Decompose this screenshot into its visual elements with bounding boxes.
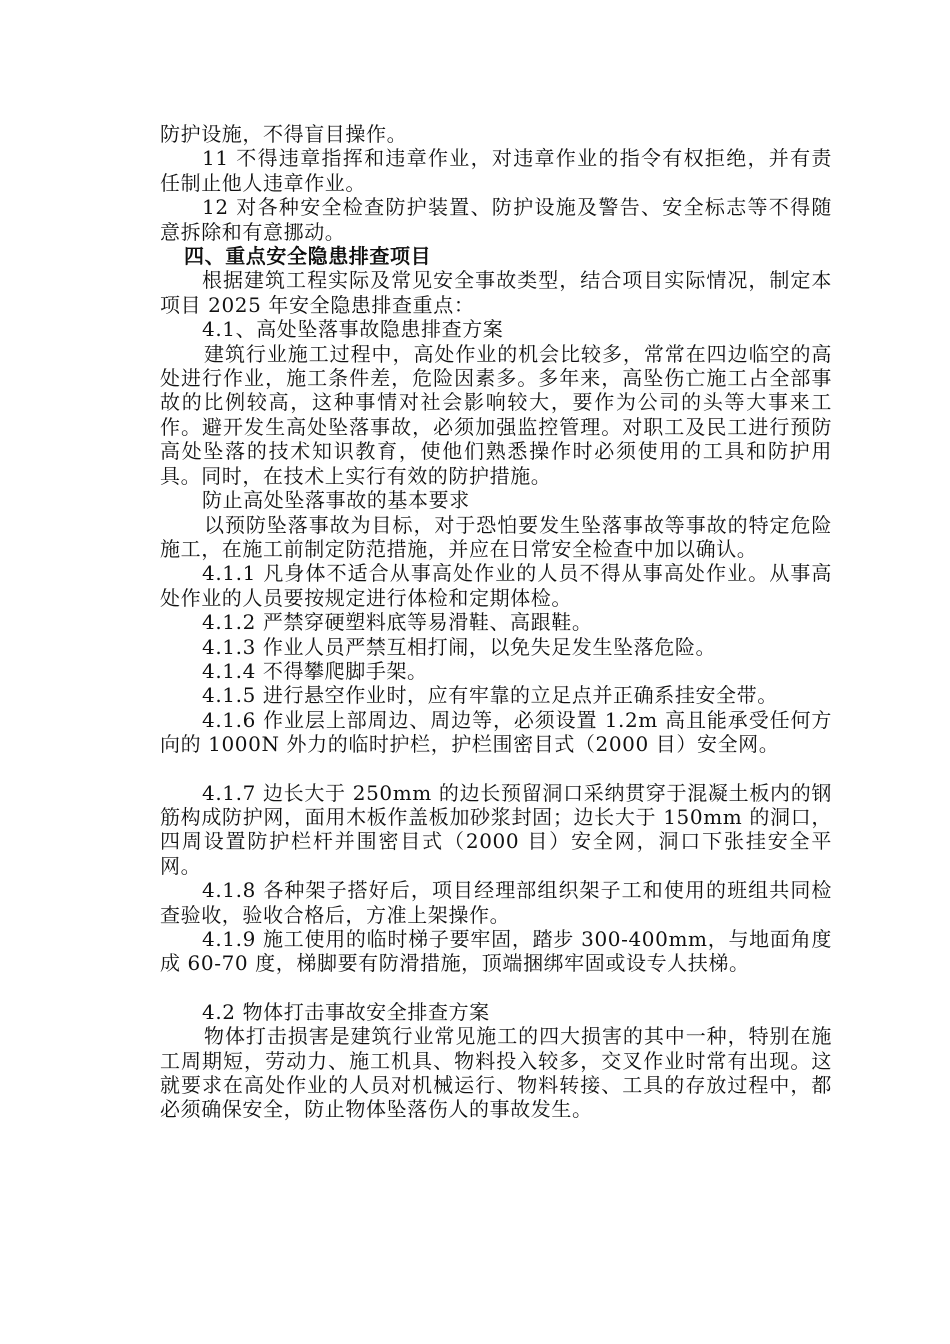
paragraph: 以预防坠落事故为目标，对于恐怕要发生坠落事故等事故的特定危险施工，在施工前制定防范措施，并应在日常安全检查中加以确认。 [160,512,832,561]
paragraph: 物体打击损害是建筑行业常见施工的四大损害的其中一种，特别在施工周期短，劳动力、施工机具、物料投入较多，交叉作业时常有出现。这就要求在高处作业的人员对机械运行、物料转接、工具的存放过程中，都必须确保安全，防止物体坠落伤人的事故发生。 [160,1024,832,1122]
subsection-title: 4.1、高处坠落事故隐患排查方案 [202,317,504,342]
spacer [160,757,832,781]
document-page [160,122,832,1122]
subsection-title: 4.2 物体打击事故安全排查方案 [202,999,490,1024]
paragraph: 12 对各种安全检查防护装置、防护设施及警告、安全标志等不得随意拆除和有意挪动。 [160,195,832,244]
list-item: 4.1.9 施工使用的临时梯子要牢固，踏步 300-400mm，与地面角度成 60-70 度，梯脚要有防滑措施，顶端捆绑牢固或设专人扶梯。 [160,927,832,976]
list-item: 4.1.8 各种架子搭好后，项目经理部组织架子工和使用的班组共同检查验收，验收合格后，方准上架操作。 [160,878,832,927]
list-item: 4.1.6 作业层上部周边、周边等，必须设置 1.2m 高且能承受任何方向的 1000N 外力的临时护栏，护栏围密目式（2000 目）安全网。 [160,707,832,757]
list-item: 4.1.7 边长大于 250mm 的边长预留洞口采纳贯穿于混凝土板内的钢筋构成防护网，面用木板作盖板加砂浆封固；边长大于 150mm 的洞口，四周设置防护栏杆并围密目式（2000 目）安全网，洞口下张挂安全平网。 [160,780,832,878]
paragraph: 防护设施，不得盲目操作。 [160,122,408,146]
paragraph: 建筑行业施工过程中，高处作业的机会比较多，常常在四边临空的高处进行作业，施工条件差，危险因素多。多年来，高坠伤亡施工占全部事故的比例较高，这种事情对社会影响较大，要作为公司的头等大事来工作。避开发生高处坠落事故，必须加强监控管理。对职工及民工进行预防高处坠落的技术知识教育，使他们熟悉操作时必须使用的工具和防护用具。同时，在技术上实行有效的防护措施。 [160,341,832,488]
list-item: 4.1.1 凡身体不适合从事高处作业的人员不得从事高处作业。从事高处作业的人员要按规定进行体检和定期体检。 [160,561,832,610]
spacer [160,976,832,1000]
list-item: 4.1.3 作业人员严禁互相打闹，以免失足发生坠落危险。 [202,634,717,659]
paragraph: 11 不得违章指挥和违章作业，对违章作业的指令有权拒绝，并有责任制止他人违章作业。 [160,146,832,195]
paragraph-title: 防止高处坠落事故的基本要求 [202,488,470,513]
paragraph: 根据建筑工程实际及常见安全事故类型，结合项目实际情况，制定本项目 2025 年安全隐患排查重点： [160,268,832,317]
section-heading: 四、重点安全隐患排查项目 [184,244,432,269]
list-item: 4.1.2 严禁穿硬塑料底等易滑鞋、高跟鞋。 [202,610,593,635]
list-item: 4.1.5 进行悬空作业时，应有牢靠的立足点并正确系挂安全带。 [202,683,778,708]
list-item: 4.1.4 不得攀爬脚手架。 [202,658,428,683]
